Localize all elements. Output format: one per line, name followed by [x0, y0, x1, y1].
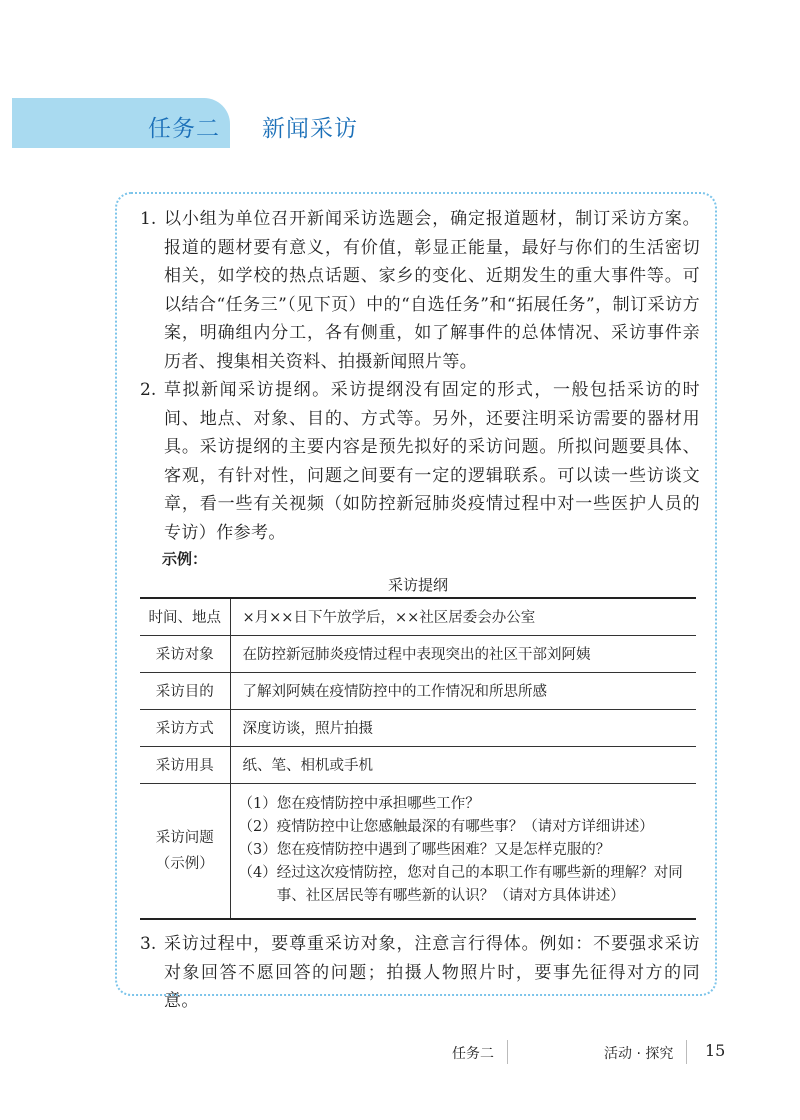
- question-number: （3）: [238, 842, 277, 859]
- row-value: 纸、笔、相机或手机: [230, 746, 696, 783]
- table-row: [140, 746, 696, 783]
- question-item: [239, 839, 697, 862]
- row-value: 在防控新冠肺炎疫情过程中表现突出的社区干部刘阿姨: [230, 635, 696, 672]
- question-text: 您在疫情防控中遇到了哪些困难？又是怎样克服的？: [276, 842, 611, 859]
- step-text: 以小组为单位召开新闻采访选题会，确定报道题材，制订采访方案。报道的题材要有意义，有价值，彰显正能量，最好与你们的生活密切相关，如学校的热点话题、家乡的变化、近期发生的重大事件等。可以结合“任务三”（见下页）中的“自选任务”和“拓展任务”，制订采访方案，明确组内分工，各有侧重，如了解事件的总体情况、采访事件亲历者、搜集相关资料、拍摄新闻照片等。: [164, 209, 700, 372]
- row-label: 采访方式: [140, 709, 230, 746]
- step-number: 1.: [140, 209, 157, 229]
- interview-outline-table: [140, 597, 696, 920]
- step-1: [140, 205, 700, 376]
- question-text: 经过这次疫情防控，您对自己的本职工作有哪些新的理解？对同事、社区居民等有哪些新的认识？（请对方具体讲述）: [276, 865, 683, 905]
- question-number: （1）: [238, 796, 277, 813]
- step-number: 3.: [140, 934, 157, 954]
- step-text: 采访过程中，要尊重采访对象，注意言行得体。例如：不要强求采访对象回答不愿回答的问题；拍摄人物照片时，要事先征得对方的同意。: [164, 934, 700, 1011]
- footer-category: 活动 · 探究: [604, 1046, 674, 1062]
- question-number: （4）: [238, 865, 277, 882]
- step-number: 2.: [140, 380, 157, 400]
- table-row: [140, 672, 696, 709]
- questions-label: [140, 783, 230, 919]
- section-task-label: 任务二: [148, 116, 220, 142]
- example-label: 示例：: [162, 550, 208, 568]
- question-number: （2）: [238, 819, 277, 836]
- question-text: 疫情防控中让您感触最深的有哪些事？（请对方详细讲述）: [276, 819, 654, 836]
- row-label: 采访用具: [140, 746, 230, 783]
- step-3: [140, 930, 700, 1016]
- row-value: 深度访谈，照片拍摄: [230, 709, 696, 746]
- question-item: [239, 793, 697, 816]
- row-value: 了解刘阿姨在疫情防控中的工作情况和所思所感: [230, 672, 696, 709]
- table-row: [140, 635, 696, 672]
- row-label: 采访目的: [140, 672, 230, 709]
- question-item: [239, 816, 697, 839]
- table-row: [140, 598, 696, 635]
- footer-section: 任务二: [452, 1046, 494, 1062]
- row-label: 采访对象: [140, 635, 230, 672]
- questions-label-line1: 采访问题: [155, 829, 214, 846]
- question-item: [239, 862, 697, 908]
- footer-divider: [507, 1040, 508, 1064]
- page-number: 15: [705, 1041, 726, 1060]
- step-2: [140, 376, 700, 547]
- questions-list-cell: [230, 783, 696, 919]
- table-row: [140, 709, 696, 746]
- footer-divider: [686, 1040, 687, 1064]
- outline-table-title: 采访提纲: [387, 576, 448, 594]
- step-text: 草拟新闻采访提纲。采访提纲没有固定的形式，一般包括采访的时间、地点、对象、目的、方式等。另外，还要注明采访需要的器材用具。采访提纲的主要内容是预先拟好的采访问题。所拟问题要具体、客观，有针对性，问题之间要有一定的逻辑联系。可以读一些访谈文章，看一些有关视频（如防控新冠肺炎疫情过程中对一些医护人员的专访）作参考。: [164, 380, 700, 543]
- questions-list: [231, 787, 697, 914]
- question-text: 您在疫情防控中承担哪些工作？: [276, 796, 480, 813]
- table-row-questions: [140, 783, 696, 919]
- row-value: ×月××日下午放学后，××社区居委会办公室: [230, 598, 696, 635]
- questions-label-line2: （示例）: [155, 855, 214, 872]
- row-label: 时间、地点: [140, 598, 230, 635]
- section-title: 新闻采访: [262, 116, 358, 142]
